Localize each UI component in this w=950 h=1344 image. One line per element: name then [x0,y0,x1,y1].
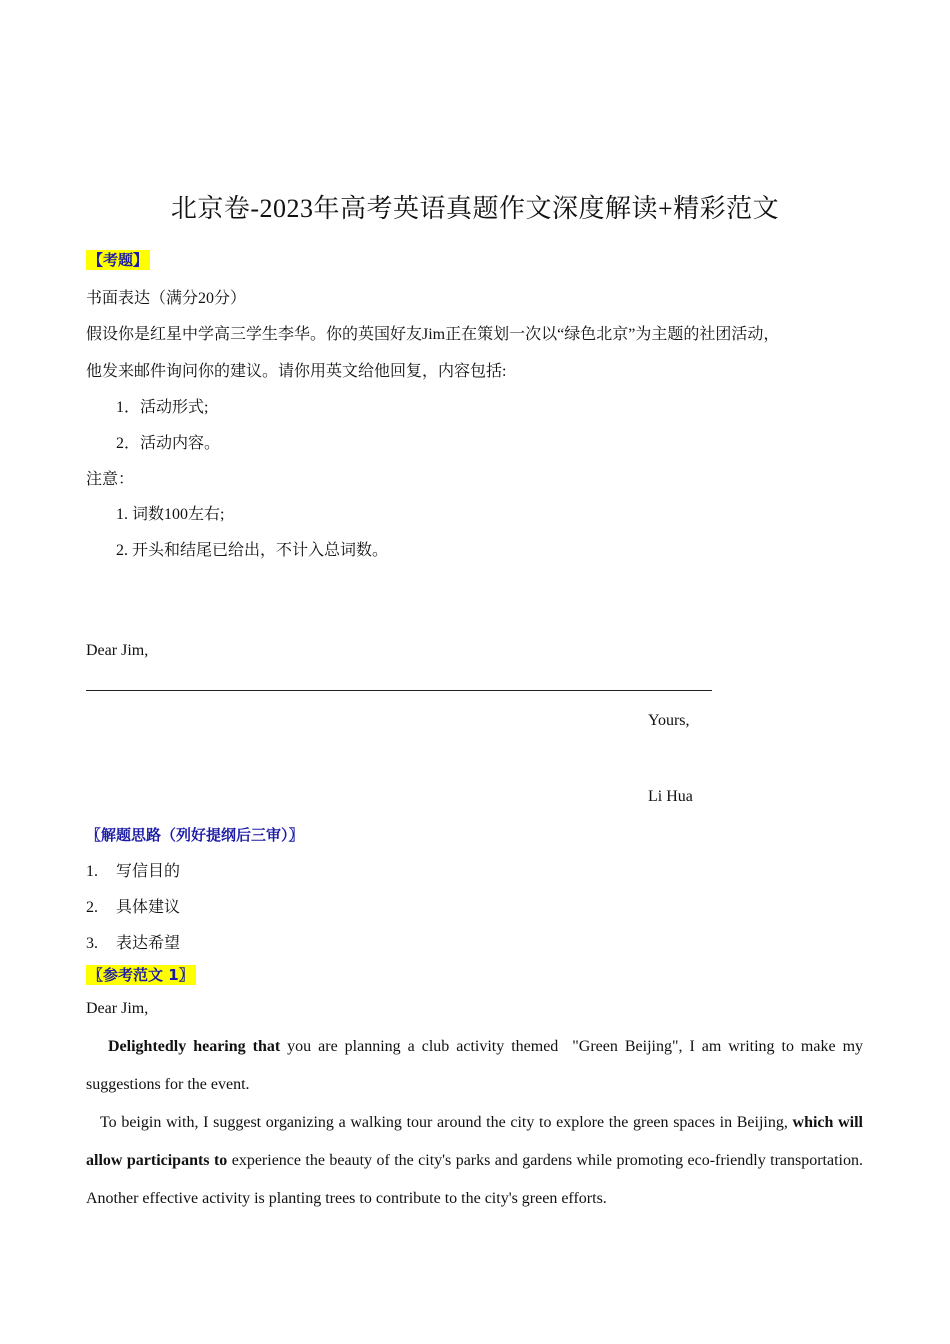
letter-greeting: Dear Jim, [86,642,149,659]
approach-step-text: 具体建议 [116,899,181,916]
content-item: 1．活动形式; [116,399,209,416]
sample-paragraph-2 [86,1104,863,1218]
sample-essay-label: 〖参考范文 1〗 [88,966,194,984]
approach-step-number: 2. [86,899,98,916]
sample-greeting: Dear Jim, [86,1000,149,1017]
emphasis-phrase: Delightedly hearing that [108,1038,281,1055]
sample-label-row [86,964,196,985]
emphasis-phrase: which will allow participants to [86,1114,863,1169]
approach-step [86,930,180,953]
exam-question-label: 【考题】 [88,251,149,269]
paragraph-text: To beigin with, I suggest organizing a walking tour around the city to explore the green spaces in Beijing, [100,1114,793,1131]
letter-closing: Yours, [648,712,690,729]
approach-label: 〖解题思路（列好提纲后三审）〗 [86,826,304,844]
approach-step-number: 1. [86,863,98,880]
letter-signature: Li Hua [648,788,693,805]
notes-label: 注意： [86,471,135,488]
paragraph-text: experience the beauty of the city's parks and gardens while promoting eco-friendly transportation. Another effective activity is planting trees to contribute to the city's green efforts. [86,1152,863,1207]
approach-step [86,858,180,881]
approach-label-row [86,824,304,845]
exam-question-label-row [86,249,150,270]
paragraph-text: you are planning a club activity themed "Green Beijing", I am writing to make my suggestions for the event. [86,1038,864,1093]
content-item: 2．活动内容。 [116,435,221,452]
prompt-line-1: 假设你是红星中学高三学生李华。你的英国好友Jim正在策划一次以“绿色北京”为主题的社团活动， [86,326,780,343]
sample-paragraph-1 [86,1028,863,1104]
prompt-line-2: 他发来邮件询问你的建议。请你用英文给他回复，内容包括: [86,363,507,380]
task-heading: 书面表达（满分20分） [86,290,247,307]
approach-step-number: 3. [86,935,98,952]
page-title: 北京卷-2023年高考英语真题作文深度解读+精彩范文 [170,194,780,223]
note-item: 2. 开头和结尾已给出，不计入总词数。 [116,542,389,559]
approach-step [86,894,180,917]
approach-step-text: 写信目的 [116,863,181,880]
writing-line [86,690,712,691]
approach-step-text: 表达希望 [116,935,181,952]
note-item: 1. 词数100左右; [116,506,225,523]
